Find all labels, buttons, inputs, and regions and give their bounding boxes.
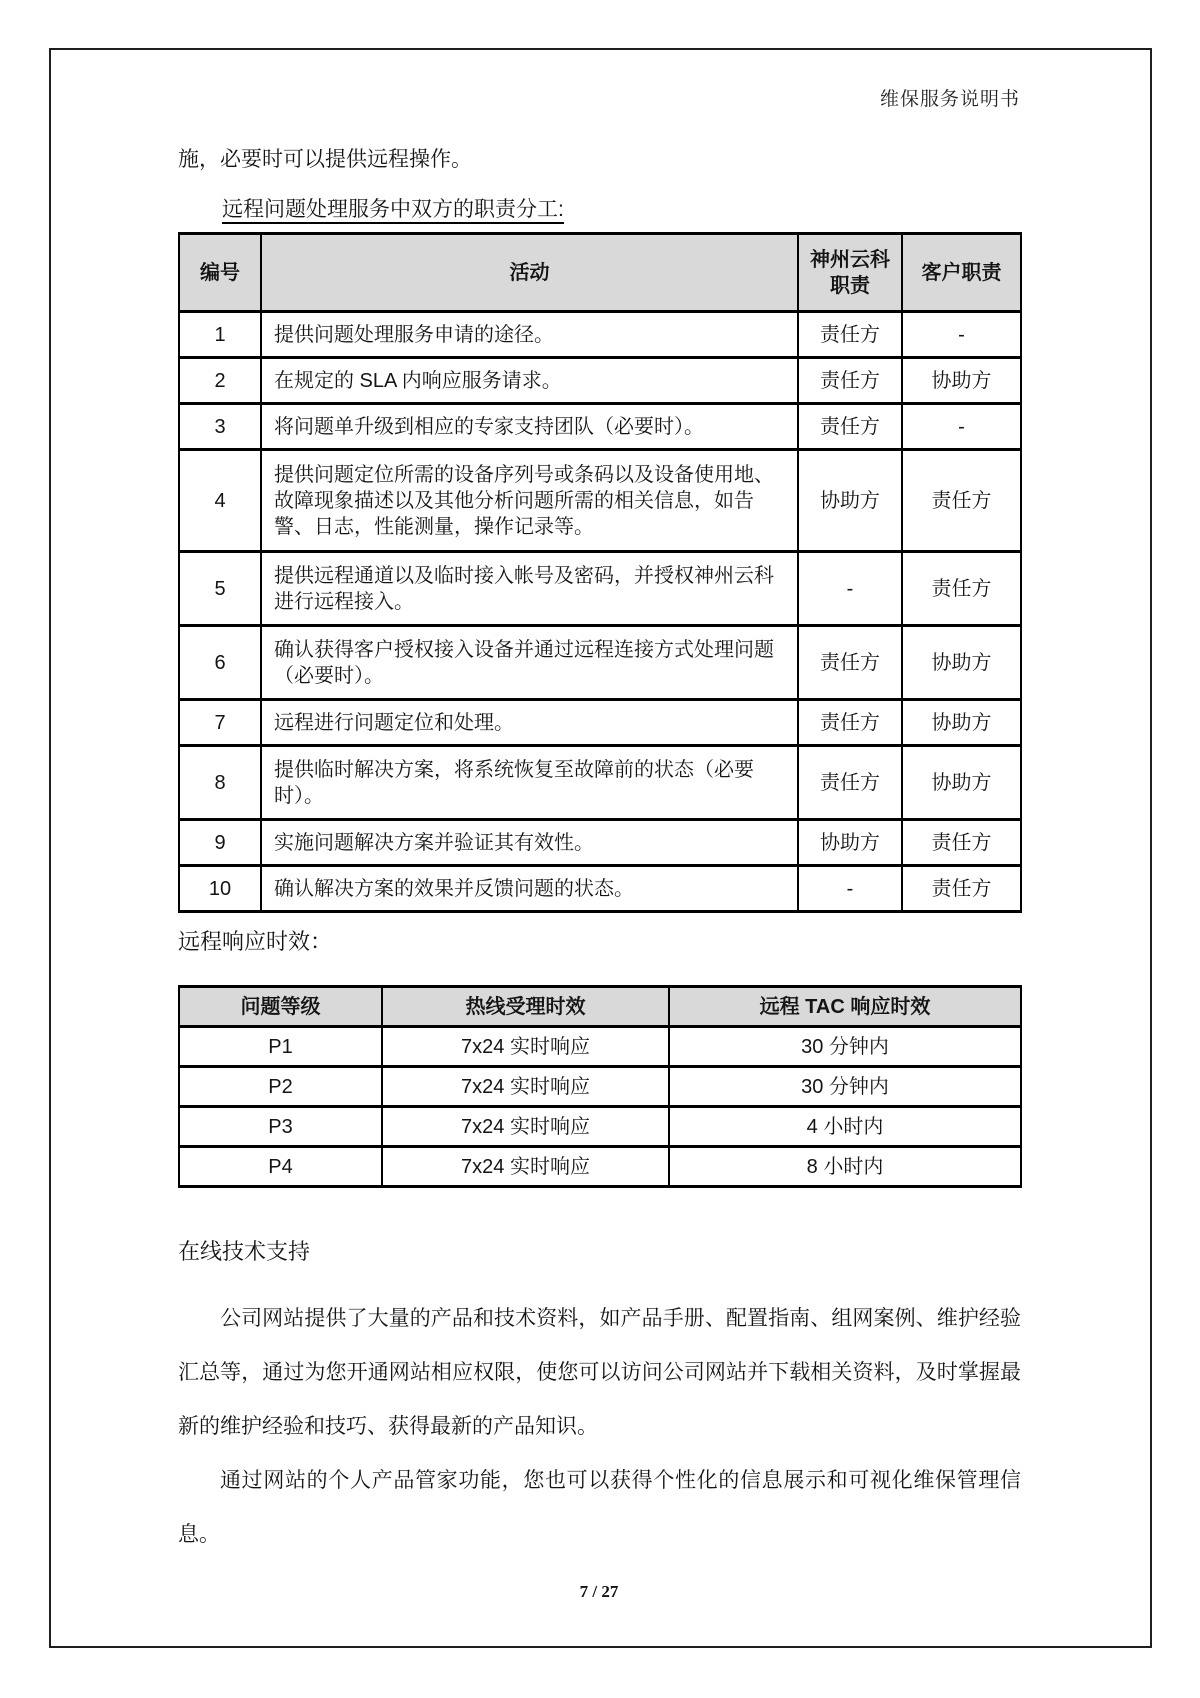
- response-time-header-row: [179, 987, 1021, 1027]
- cell-tac-sla: 8 小时内: [669, 1147, 1021, 1187]
- cell-vendor-duty: 责任方: [798, 746, 902, 820]
- column-header-tac-sla: 远程 TAC 响应时效: [669, 987, 1021, 1027]
- intro-line: 施，必要时可以提供远程操作。: [178, 148, 472, 171]
- cell-vendor-duty: -: [798, 552, 902, 626]
- cell-activity: 远程进行问题定位和处理。: [261, 700, 798, 746]
- cell-vendor-duty: 责任方: [798, 626, 902, 700]
- cell-vendor-duty: 责任方: [798, 404, 902, 450]
- cell-customer-duty: 协助方: [902, 626, 1021, 700]
- cell-activity: 提供问题处理服务申请的途径。: [261, 312, 798, 358]
- cell-activity: 提供临时解决方案，将系统恢复至故障前的状态（必要时）。: [261, 746, 798, 820]
- cell-activity: 提供远程通道以及临时接入帐号及密码，并授权神州云科进行远程接入。: [261, 552, 798, 626]
- cell-customer-duty: -: [902, 312, 1021, 358]
- cell-activity: 在规定的 SLA 内响应服务请求。: [261, 358, 798, 404]
- cell-tac-sla: 4 小时内: [669, 1107, 1021, 1147]
- cell-activity: 提供问题定位所需的设备序列号或条码以及设备使用地、故障现象描述以及其他分析问题所需的相关信息，如告警、日志，性能测量，操作记录等。: [261, 450, 798, 552]
- cell-problem-level: P3: [179, 1107, 382, 1147]
- cell-number: 9: [179, 820, 261, 866]
- table-row: [179, 746, 1021, 820]
- table-row: [179, 552, 1021, 626]
- cell-number: 3: [179, 404, 261, 450]
- cell-vendor-duty: 责任方: [798, 700, 902, 746]
- cell-vendor-duty: -: [798, 866, 902, 912]
- table-row: [179, 404, 1021, 450]
- table-row: [179, 1107, 1021, 1147]
- responsibility-table-header-row: [179, 234, 1021, 312]
- response-time-table-body: [179, 1027, 1021, 1187]
- cell-customer-duty: 协助方: [902, 358, 1021, 404]
- table-row: [179, 700, 1021, 746]
- response-time-table: [178, 985, 1022, 1188]
- table-row: [179, 1147, 1021, 1187]
- column-header-hotline-sla: 热线受理时效: [382, 987, 669, 1027]
- table-row: [179, 626, 1021, 700]
- cell-number: 5: [179, 552, 261, 626]
- cell-vendor-duty: 协助方: [798, 450, 902, 552]
- cell-hotline-sla: 7x24 实时响应: [382, 1067, 669, 1107]
- page-number: 7 / 27: [579, 1582, 619, 1601]
- cell-problem-level: P4: [179, 1147, 382, 1187]
- responsibility-table: [178, 232, 1022, 913]
- cell-number: 6: [179, 626, 261, 700]
- cell-hotline-sla: 7x24 实时响应: [382, 1147, 669, 1187]
- responsibility-table-caption-text: 远程问题处理服务中双方的职责分工:: [222, 198, 564, 224]
- column-header-number: 编号: [179, 234, 261, 312]
- cell-tac-sla: 30 分钟内: [669, 1027, 1021, 1067]
- cell-customer-duty: 责任方: [902, 552, 1021, 626]
- running-header-title: 维保服务说明书: [879, 89, 1020, 110]
- cell-number: 8: [179, 746, 261, 820]
- table-row: [179, 866, 1021, 912]
- cell-customer-duty: 责任方: [902, 820, 1021, 866]
- cell-activity: 实施问题解决方案并验证其有效性。: [261, 820, 798, 866]
- cell-activity: 将问题单升级到相应的专家支持团队（必要时）。: [261, 404, 798, 450]
- paragraph: 通过网站的个人产品管家功能，您也可以获得个性化的信息展示和可视化维保管理信息。: [178, 1469, 1021, 1546]
- cell-number: 1: [179, 312, 261, 358]
- cell-number: 2: [179, 358, 261, 404]
- cell-vendor-duty: 责任方: [798, 312, 902, 358]
- cell-vendor-duty: 协助方: [798, 820, 902, 866]
- online-support-heading: 在线技术支持: [178, 1239, 311, 1264]
- column-header-customer-duty: 客户职责: [902, 234, 1021, 312]
- cell-vendor-duty: 责任方: [798, 358, 902, 404]
- online-support-paragraphs: [178, 1292, 1021, 1562]
- column-header-vendor-duty: 神州云科职责: [798, 234, 902, 312]
- cell-hotline-sla: 7x24 实时响应: [382, 1027, 669, 1067]
- table-row: [179, 450, 1021, 552]
- cell-customer-duty: -: [902, 404, 1021, 450]
- table-row: [179, 358, 1021, 404]
- cell-customer-duty: 责任方: [902, 450, 1021, 552]
- cell-customer-duty: 责任方: [902, 866, 1021, 912]
- table-row: [179, 820, 1021, 866]
- table-row: [179, 1067, 1021, 1107]
- responsibility-table-body: [179, 312, 1021, 912]
- cell-number: 4: [179, 450, 261, 552]
- cell-customer-duty: 协助方: [902, 746, 1021, 820]
- cell-activity: 确认解决方案的效果并反馈问题的状态。: [261, 866, 798, 912]
- cell-tac-sla: 30 分钟内: [669, 1067, 1021, 1107]
- response-time-heading: 远程响应时效：: [178, 929, 333, 954]
- cell-hotline-sla: 7x24 实时响应: [382, 1107, 669, 1147]
- paragraph: 公司网站提供了大量的产品和技术资料，如产品手册、配置指南、组网案例、维护经验汇总等，通过为您开通网站相应权限，使您可以访问公司网站并下载相关资料，及时掌握最新的维护经验和技巧、获得最新的产品知识。: [178, 1307, 1021, 1438]
- responsibility-table-caption: [178, 196, 1020, 223]
- column-header-problem-level: 问题等级: [179, 987, 382, 1027]
- column-header-activity: 活动: [261, 234, 798, 312]
- cell-customer-duty: 协助方: [902, 700, 1021, 746]
- cell-activity: 确认获得客户授权接入设备并通过远程连接方式处理问题（必要时）。: [261, 626, 798, 700]
- cell-number: 7: [179, 700, 261, 746]
- cell-problem-level: P2: [179, 1067, 382, 1107]
- cell-number: 10: [179, 866, 261, 912]
- table-row: [179, 1027, 1021, 1067]
- cell-problem-level: P1: [179, 1027, 382, 1067]
- table-row: [179, 312, 1021, 358]
